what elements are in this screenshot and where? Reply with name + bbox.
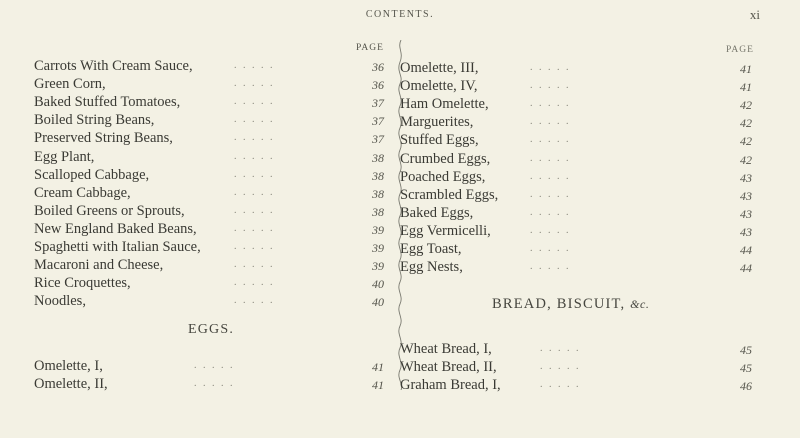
toc-entry-label: Omelette, I, [34,358,103,374]
toc-entry [34,357,394,375]
toc-leader-dots: . . . . . [530,170,571,182]
toc-entry-label: Egg Vermicelli, [400,222,491,239]
toc-entry-label: Stuffed Eggs, [400,132,479,149]
toc-leader-dots: . . . . . [234,204,275,216]
toc-entry-label: Baked Eggs, [400,204,474,221]
toc-entry-label: Graham Bread, I, [400,377,501,393]
toc-leader-dots: . . . . . [530,116,571,128]
toc-leader-dots: . . . . . [234,222,275,234]
toc-leader-dots: . . . . . [530,80,571,92]
toc-entry-label: Carrots With Cream Sauce, [34,58,193,74]
toc-entry-page: 37 [372,132,384,147]
toc-leader-dots: . . . . . [234,114,275,126]
toc-entry [400,222,760,240]
toc-leader-dots: . . . . . [234,277,275,289]
toc-entry-page: 37 [372,96,384,111]
toc-entry-label: Egg Nests, [400,259,463,276]
toc-entry [400,150,760,168]
toc-entry-page: 40 [372,295,384,310]
toc-entry-page: 36 [372,60,384,74]
toc-entry-page: 41 [740,80,752,95]
toc-entry-page: 42 [740,152,752,167]
toc-entry [400,113,760,131]
toc-entry [400,168,760,186]
toc-leader-dots: . . . . . [234,96,275,108]
toc-entry-label: Cream Cabbage, [34,184,131,201]
toc-entry-page: 43 [740,224,752,239]
toc-entry-page: 41 [372,360,384,374]
toc-entry [34,148,394,166]
right-page-heading: PAGE [726,45,754,55]
toc-entry [34,202,394,220]
eggs-section-title: EGGS. [188,322,235,337]
toc-leader-dots: . . . . . [194,360,235,371]
toc-leader-dots: . . . . . [530,224,571,236]
toc-entry-label: Egg Plant, [34,148,95,165]
toc-entry-label: Egg Toast, [400,241,462,257]
toc-entry-page: 39 [372,241,384,255]
toc-entry-page: 42 [740,134,752,149]
toc-entry-label: Noodles, [34,293,86,310]
toc-leader-dots: . . . . . [234,78,275,90]
toc-leader-dots: . . . . . [234,60,275,71]
toc-entry-page: 39 [372,222,384,237]
bread-section-title [492,296,649,313]
toc-leader-dots: . . . . . [530,206,571,218]
toc-entry [34,238,394,256]
toc-leader-dots: . . . . . [530,243,571,254]
bread-section-title-suffix: &c. [630,297,650,311]
toc-entry [400,59,760,77]
toc-entry [400,95,760,113]
toc-entry-page: 38 [372,150,384,165]
toc-entry-page: 45 [740,361,752,375]
toc-entry-label: Omelette, IV, [400,78,478,95]
toc-leader-dots: . . . . . [530,261,571,273]
toc-entry-page: 38 [372,168,384,183]
toc-entry-page: 37 [372,114,384,129]
toc-leader-dots: . . . . . [530,152,571,164]
toc-entry-label: Macaroni and Cheese, [34,257,164,274]
toc-entry-label: Marguerites, [400,114,474,131]
toc-entry-label: Preserved String Beans, [34,130,173,147]
page-number: xi [749,7,760,22]
toc-entry-page: 39 [372,259,384,274]
toc-entry [400,258,760,276]
toc-entry-page: 38 [372,186,384,201]
toc-leader-dots: . . . . . [540,361,581,372]
toc-leader-dots: . . . . . [540,343,581,354]
toc-entry [400,131,760,149]
toc-entry-page: 43 [740,188,752,203]
toc-entry [400,186,760,204]
toc-entry [400,358,760,376]
toc-entry-page: 41 [740,62,752,76]
toc-entry-page: 40 [372,277,384,292]
toc-entry-label: Scalloped Cabbage, [34,166,150,183]
toc-entry-page: 41 [372,378,384,392]
toc-entry [34,375,394,393]
toc-entry-page: 38 [372,204,384,219]
toc-entry [34,57,394,75]
toc-entry-label: Crumbed Eggs, [400,150,491,167]
toc-entry-label: Wheat Bread, I, [400,341,492,357]
toc-entry-label: Wheat Bread, II, [400,359,497,375]
toc-leader-dots: . . . . . [530,98,571,110]
toc-entry [34,274,394,292]
toc-leader-dots: . . . . . [234,241,275,252]
bread-section-title-text: BREAD, BISCUIT, [492,296,626,312]
toc-leader-dots: . . . . . [234,168,275,180]
toc-entry [400,240,760,258]
toc-entry-label: Poached Eggs, [400,168,486,185]
left-page-heading: PAGE [356,43,384,53]
toc-entry [34,166,394,184]
toc-entry-page: 45 [740,343,752,357]
toc-entry [34,93,394,111]
toc-entry [400,340,760,358]
toc-entry-page: 36 [372,78,384,93]
toc-entry [400,77,760,95]
toc-leader-dots: . . . . . [234,186,275,198]
toc-entry [34,256,394,274]
toc-entry-label: Scrambled Eggs, [400,186,499,203]
toc-entry-page: 43 [740,170,752,185]
toc-entry-page: 44 [740,243,752,257]
toc-entry [34,292,394,310]
toc-entry-label: Omelette, III, [400,60,479,76]
toc-entry-label: Spaghetti with Italian Sauce, [34,239,201,255]
toc-entry-page: 43 [740,206,752,221]
toc-entry-page: 42 [740,98,752,113]
toc-entry [34,75,394,93]
toc-entry-label: Omelette, II, [34,376,108,392]
toc-entry-label: Baked Stuffed Tomatoes, [34,94,181,111]
toc-leader-dots: . . . . . [234,150,275,162]
toc-entry-page: 46 [740,379,752,393]
toc-entry-label: Boiled Greens or Sprouts, [34,202,185,219]
toc-leader-dots: . . . . . [530,134,571,146]
toc-entry-label: Ham Omelette, [400,96,489,113]
toc-leader-dots: . . . . . [194,378,235,389]
toc-leader-dots: . . . . . [530,62,571,73]
page-header-title: CONTENTS. [365,9,435,20]
toc-leader-dots: . . . . . [234,132,275,144]
toc-entry [400,376,760,394]
toc-entry-label: New England Baked Beans, [34,220,197,237]
toc-entry [34,129,394,147]
toc-entry-page: 44 [740,261,752,276]
toc-leader-dots: . . . . . [530,188,571,200]
toc-entry-label: Boiled String Beans, [34,112,155,129]
toc-entry [400,204,760,222]
toc-leader-dots: . . . . . [540,379,581,390]
toc-entry-page: 42 [740,116,752,131]
toc-entry-label: Green Corn, [34,76,106,93]
toc-entry-label: Rice Croquettes, [34,275,131,292]
toc-leader-dots: . . . . . [234,259,275,271]
toc-entry [34,111,394,129]
toc-entry [34,184,394,202]
toc-leader-dots: . . . . . [234,295,275,307]
toc-entry [34,220,394,238]
